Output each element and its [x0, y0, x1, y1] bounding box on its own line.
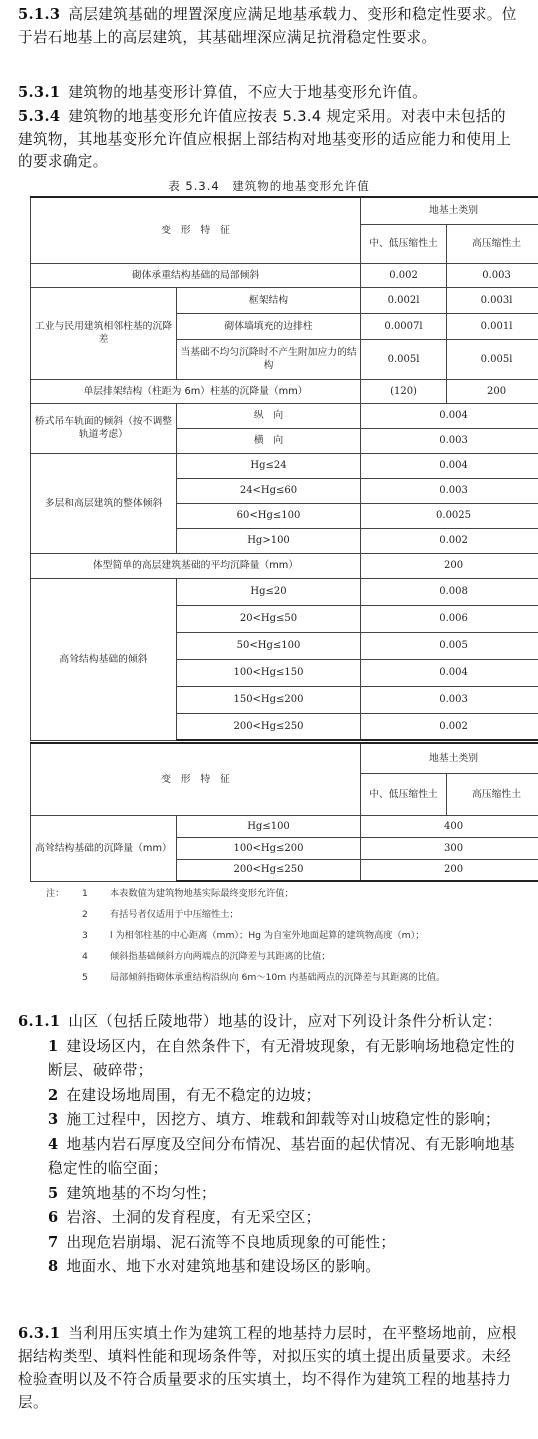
clause-text: 当利用压实填土作为建筑工程的地基持力层时，在平整场地前，应根据结构类型、填料性能和现场条件等，对拟压实的填土提出质量要求。未经检验查明以及不符合质量要求的压实填土，均不得作为建筑工程的地基持力层。: [18, 1325, 517, 1411]
note-item: [46, 967, 516, 988]
note-text: 局部倾斜指砌体承重结构沿纵向 6m～10m 内基础两点的沉降差与其距离的比值。: [110, 972, 446, 983]
group-label: 桥式吊车轨面的倾斜（按不调整轨道考虑）: [31, 403, 177, 453]
value-mid: 0.005l: [361, 339, 447, 379]
value-high: 200: [447, 379, 538, 403]
value-merged: 0.002: [361, 713, 538, 740]
deformation-table: [30, 196, 538, 741]
value-merged: 0.005: [361, 632, 538, 659]
list-item: 5 建筑地基的不均匀性；: [48, 1184, 216, 1202]
note-item: [46, 883, 516, 904]
value-merged: 0.004: [361, 659, 538, 686]
sub-label: 100<Hg≤150: [177, 659, 361, 686]
value-high: 0.005l: [447, 339, 538, 379]
sub-label: 纵 向: [177, 403, 361, 428]
value-mid: 0.002: [361, 263, 447, 287]
row-label: 体型简单的高层建筑基础的平均沉降量（mm）: [31, 553, 361, 578]
group-label: 多层和高层建筑的整体倾斜: [31, 453, 177, 553]
clause-text: 建筑物的地基变形允许值应按表 5.3.4 规定采用。对表中未包括的建筑物，其地基变形允许值应根据上部结构对地基变形的适应能力和使用上的要求确定。: [18, 108, 512, 170]
value-merged: 0.004: [361, 453, 538, 478]
clause-6-1-1: [18, 1010, 518, 1280]
note-number: 2: [82, 909, 88, 920]
value-merged: 300: [361, 837, 538, 859]
clause-6-3-1: [18, 1322, 518, 1414]
note-number: 5: [82, 972, 88, 983]
list-item: 7 出现危岩崩塌、泥石流等不良地质现象的可能性；: [48, 1233, 396, 1251]
list-item: 8 地面水、地下水对建筑地基和建设场区的影响。: [48, 1258, 381, 1275]
group-label: 工业与民用建筑相邻柱基的沉降差: [31, 287, 177, 379]
table-caption: 表 5.3.4 建筑物的地基变形允许值: [168, 179, 370, 193]
header-feature: 变 形 特 征: [31, 743, 361, 815]
sub-label: 150<Hg≤200: [177, 686, 361, 713]
clause-number: 6.3.1: [18, 1325, 61, 1342]
sub-label: 24<Hg≤60: [177, 478, 361, 503]
sub-label: Hg>100: [177, 528, 361, 553]
header-high: 高压缩性土: [447, 773, 538, 815]
note-item: [46, 904, 516, 925]
sub-label: Hg≤20: [177, 578, 361, 605]
value-high: 0.003l: [447, 287, 538, 313]
sub-label: 框架结构: [177, 287, 361, 313]
sub-label: 100<Hg≤200: [177, 837, 361, 859]
value-high: 0.001l: [447, 313, 538, 339]
note-number: 3: [82, 930, 88, 941]
list-item: 6 岩溶、土洞的发育程度，有无采空区；: [48, 1209, 321, 1226]
value-merged: 400: [361, 815, 538, 837]
header-mid-low: 中、低压缩性土: [361, 224, 447, 263]
header-mid-low: 中、低压缩性土: [361, 773, 447, 815]
sub-label: 横 向: [177, 428, 361, 453]
value-merged: 200: [361, 859, 538, 881]
value-mid: 0.0007l: [361, 313, 447, 339]
note-text: l 为相邻柱基的中心距离（mm）；Hg 为自室外地面起算的建筑物高度（m）；: [110, 930, 425, 941]
row-label: 砌体承重结构基础的局部倾斜: [31, 263, 361, 287]
list-item: 2 在建设场地周围，有无不稳定的边坡；: [48, 1086, 321, 1104]
list-item: 1 建设场区内，在自然条件下，有无滑坡现象，有无影响场地稳定性的断层、破碎带；: [48, 1037, 515, 1079]
header-high: 高压缩性土: [447, 224, 538, 263]
sub-label: 砌体墙填充的边排柱: [177, 313, 361, 339]
sub-label: 50<Hg≤100: [177, 632, 361, 659]
value-high: 0.003: [447, 263, 538, 287]
value-merged: 0.008: [361, 578, 538, 605]
clause-number: 5.1.3: [18, 6, 61, 23]
note-label: 注：: [46, 888, 65, 899]
clause-text: 高层建筑基础的埋置深度应满足地基承载力、变形和稳定性要求。位于岩石地基上的高层建筑，其基础埋深应满足抗滑稳定性要求。: [18, 6, 517, 46]
note-number: 4: [82, 951, 88, 962]
sub-label: Hg≤100: [177, 815, 361, 837]
clause-number: 5.3.1: [18, 84, 61, 101]
sub-label: 60<Hg≤100: [177, 503, 361, 528]
clause-5-3-4: [18, 106, 518, 174]
header-soil-type: 地基土类别: [361, 743, 538, 773]
value-merged: 0.003: [361, 478, 538, 503]
note-text: 本表数值为建筑物地基实际最终变形允许值；: [110, 888, 294, 899]
clause-number: 6.1.1: [18, 1013, 61, 1030]
value-merged: 0.003: [361, 686, 538, 713]
sub-label: 当基础不均匀沉降时不产生附加应力的结构: [177, 339, 361, 379]
sub-label: Hg≤24: [177, 453, 361, 478]
value-merged: 0.003: [361, 428, 538, 453]
group-label: 高耸结构基础的沉降量（mm）: [31, 815, 177, 881]
clause-5-1-3: [18, 4, 518, 49]
header-soil-type: 地基土类别: [361, 197, 538, 224]
note-text: 有括号者仅适用于中压缩性土；: [110, 909, 239, 920]
note-item: [46, 946, 516, 967]
value-merged: 0.004: [361, 403, 538, 428]
clause-5-3-1: [18, 82, 518, 105]
value-mid: (120): [361, 379, 447, 403]
group-label: 高耸结构基础的倾斜: [31, 578, 177, 740]
list-item: 4 地基内岩石厚度及空间分布情况、基岩面的起伏情况、有无影响地基稳定性的临空面；: [48, 1135, 515, 1177]
value-merged: 0.0025: [361, 503, 538, 528]
note-number: 1: [82, 888, 88, 899]
sub-label: 200<Hg≤250: [177, 859, 361, 881]
clause-text: 山区（包括丘陵地带）地基的设计，应对下列设计条件分析认定：: [68, 1013, 502, 1030]
note-item: [46, 925, 516, 946]
note-text: 倾斜指基础倾斜方向两端点的沉降差与其距离的比值；: [110, 951, 331, 962]
clause-number: 5.3.4: [18, 108, 61, 125]
value-merged: 0.002: [361, 528, 538, 553]
sub-label: 200<Hg≤250: [177, 713, 361, 740]
settlement-table: [30, 742, 538, 882]
list-item: 3 施工过程中，因挖方、填方、堆载和卸载等对山坡稳定性的影响；: [48, 1111, 500, 1128]
header-feature: 变 形 特 征: [31, 197, 361, 263]
row-label: 单层排架结构（柱距为 6m）柱基的沉降量（mm）: [31, 379, 361, 403]
clause-text: 建筑物的地基变形计算值，不应大于地基变形允许值。: [68, 84, 428, 101]
value-mid: 0.002l: [361, 287, 447, 313]
value-merged: 0.006: [361, 605, 538, 632]
sub-label: 20<Hg≤50: [177, 605, 361, 632]
table-notes: [46, 883, 516, 988]
value-merged: 200: [361, 553, 538, 578]
